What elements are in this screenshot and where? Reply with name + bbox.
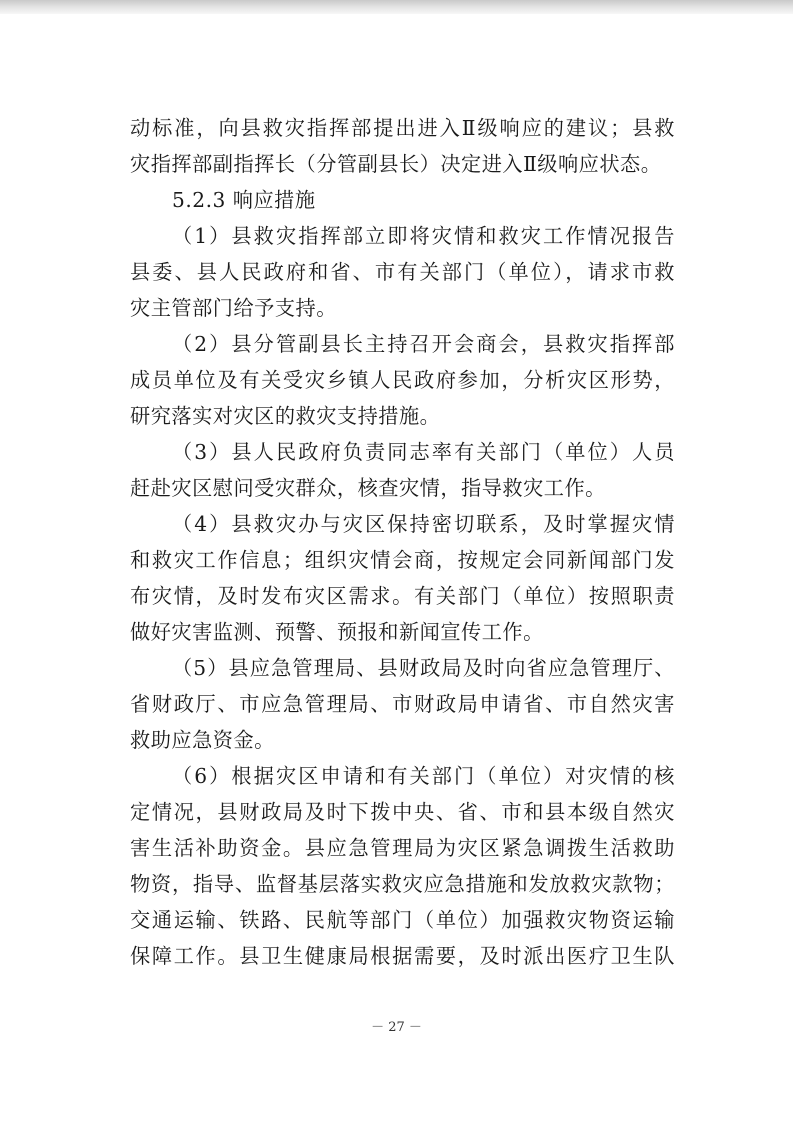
heading-text: 5.2.3 响应措施 xyxy=(172,188,316,212)
text-line: 布灾情，及时发布灾区需求。有关部门（单位）按照职责 xyxy=(130,584,675,608)
text-line: 交通运输、铁路、民航等部门（单位）加强救灾物资运输 xyxy=(130,908,675,932)
document-body xyxy=(130,110,675,974)
text-line: 做好灾害监测、预警、预报和新闻宣传工作。 xyxy=(130,620,544,644)
text-line: （2）县分管副县长主持召开会商会，县救灾指挥部 xyxy=(172,332,675,356)
text-line: 灾指挥部副指挥长（分管副县长）决定进入Ⅱ级响应状态。 xyxy=(130,152,662,176)
paragraph-item-4 xyxy=(130,506,675,650)
text-line: 县委、县人民政府和省、市有关部门（单位），请求市救 xyxy=(130,260,675,284)
text-line: 保障工作。县卫生健康局根据需要，及时派出医疗卫生队 xyxy=(130,944,675,968)
paragraph-item-1 xyxy=(130,218,675,326)
text-line: 物资，指导、监督基层落实救灾应急措施和发放救灾款物； xyxy=(130,872,675,896)
paragraph-continuation xyxy=(130,110,675,182)
text-line: （5）县应急管理局、县财政局及时向省应急管理厅、 xyxy=(172,656,675,680)
text-line: （6）根据灾区申请和有关部门（单位）对灾情的核 xyxy=(172,764,675,788)
text-line: 灾主管部门给予支持。 xyxy=(130,296,337,320)
section-heading-5-2-3 xyxy=(130,182,675,218)
page-number: － 27 － xyxy=(371,1020,422,1035)
text-line: （1）县救灾指挥部立即将灾情和救灾工作情况报告 xyxy=(172,224,675,248)
text-line: 赶赴灾区慰问受灾群众，核查灾情，指导救灾工作。 xyxy=(130,476,606,500)
text-line: 害生活补助资金。县应急管理局为灾区紧急调拨生活救助 xyxy=(130,836,675,860)
text-line: 和救灾工作信息；组织灾情会商，按规定会同新闻部门发 xyxy=(130,548,675,572)
paragraph-item-2 xyxy=(130,326,675,434)
text-line: （4）县救灾办与灾区保持密切联系，及时掌握灾情 xyxy=(172,512,675,536)
paragraph-item-3 xyxy=(130,434,675,506)
text-line: 定情况，县财政局及时下拨中央、省、市和县本级自然灾 xyxy=(130,800,675,824)
text-line: 研究落实对灾区的救灾支持措施。 xyxy=(130,404,441,428)
paragraph-item-5 xyxy=(130,650,675,758)
text-line: 省财政厅、市应急管理局、市财政局申请省、市自然灾害 xyxy=(130,692,675,716)
paragraph-item-6 xyxy=(130,758,675,974)
text-line: 救助应急资金。 xyxy=(130,728,275,752)
scan-edge xyxy=(0,0,793,14)
text-line: 动标准，向县救灾指挥部提出进入Ⅱ级响应的建议；县救 xyxy=(130,116,675,140)
text-line: （3）县人民政府负责同志率有关部门（单位）人员 xyxy=(172,440,675,464)
text-line: 成员单位及有关受灾乡镇人民政府参加，分析灾区形势， xyxy=(130,368,675,392)
